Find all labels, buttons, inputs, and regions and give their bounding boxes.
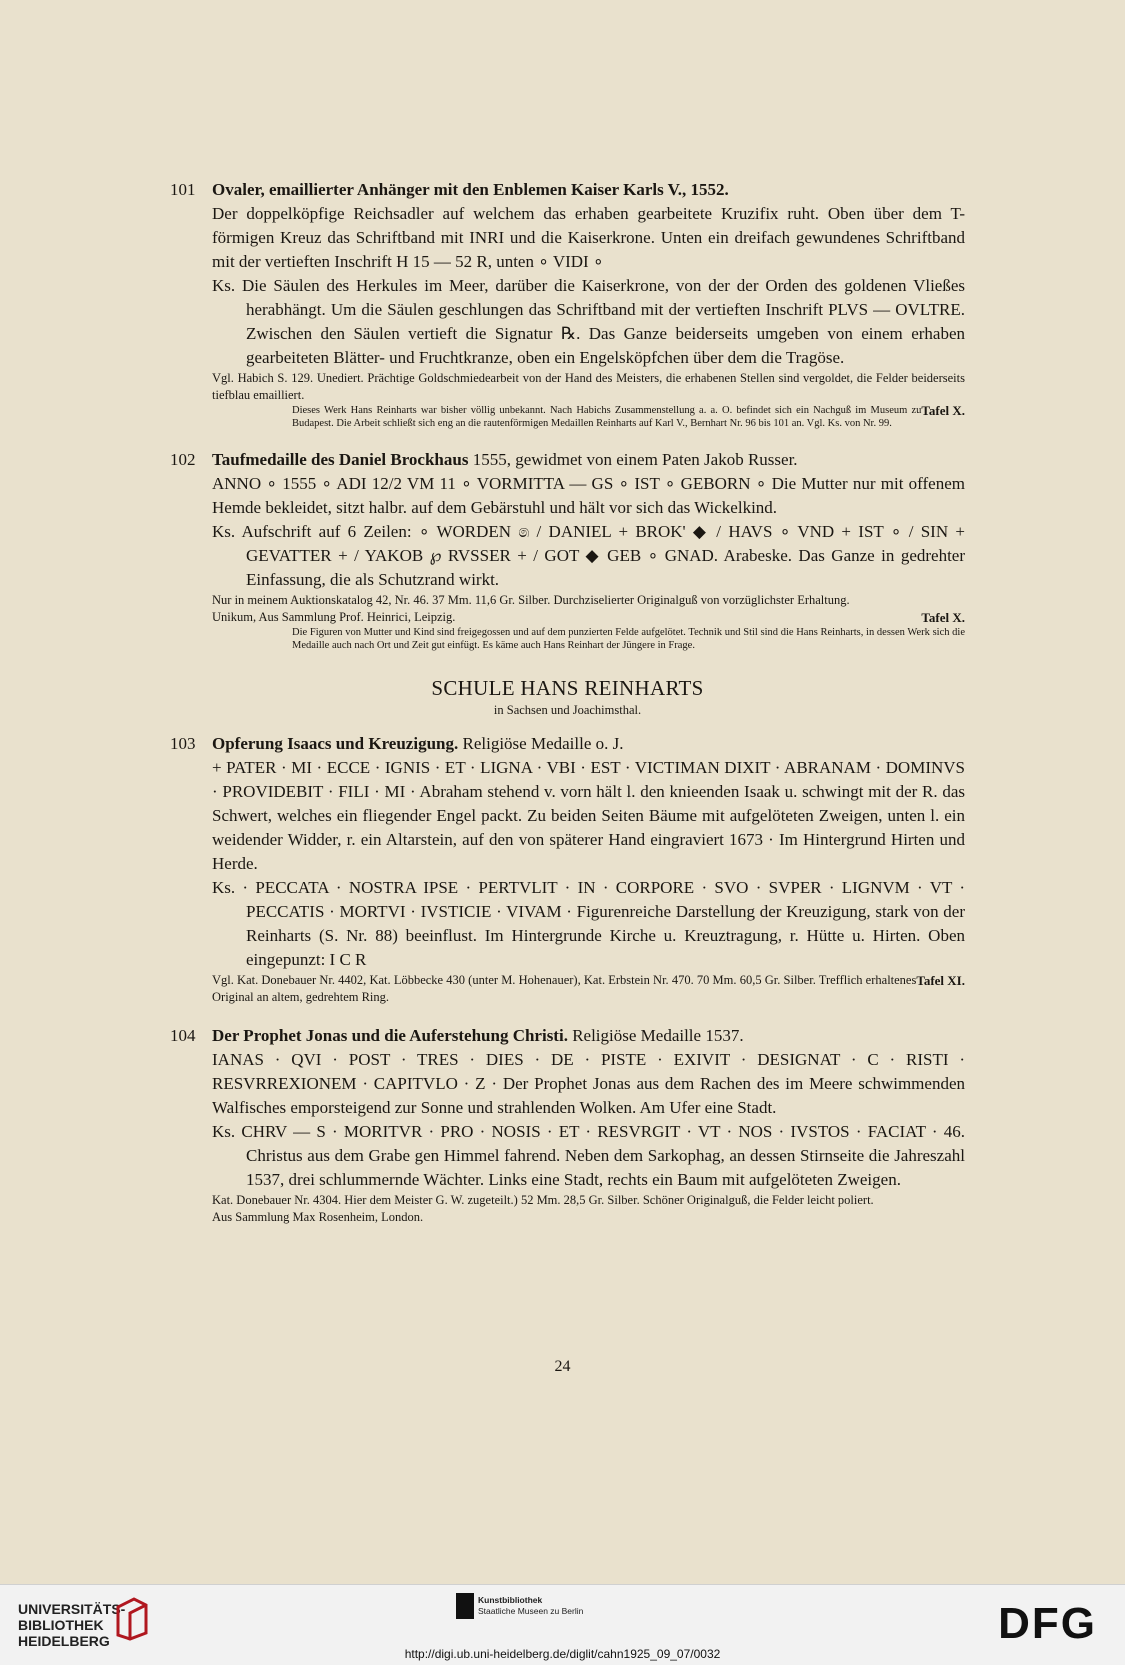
entry-note: Kat. Donebauer Nr. 4304. Hier dem Meister G. W. zugeteilt.) 52 Mm. 28,5 Gr. Silber. Schöner Originalguß, die Felder leicht poliert. — [212, 1193, 874, 1207]
page-content — [170, 178, 965, 1244]
entry-description: Der doppelköpfige Reichsadler auf welchem das erhaben gearbeitete Kruzifix ruht. Oben über dem T-förmigen Kreuz das Schriftband mit INRI und die Kaiserkrone. Unten ein dreifach gewundenes Schriftband mit der vertieften Inschrift H 15 — 52 R, unten ∘ VIDI ∘ — [212, 204, 965, 271]
entry-small-note: Die Figuren von Mutter und Kind sind freigegossen und auf dem punzierten Felde aufgelötet. Technik und Stil sind die Hans Reinharts, in dessen Werk sich die Medaille auch nach Ort und Zeit gut einfügt. Es käme auch Hans Reinhart der Jüngere in Frage. — [292, 627, 965, 651]
entry-reverse: Ks. · PECCATA · NOSTRA IPSE · PERTVLIT · IN · CORPORE · SVO · SVPER · LIGNVM · VT · PECCATIS · MORTVI · IVSTICIE · VIVAM · Figurenreiche Darstellung der Kreuzigung, stark von der Reinharts (S. Nr. 88) beeinflust. Im Hintergrunde Kirche u. Kreuztragung, r. Hütte u. Hirten. Oben eingepunzt: I C R — [212, 878, 965, 969]
entry-title: Taufmedaille des Daniel Brockhaus 1555, gewidmet von einem Paten Jakob Russer. — [212, 450, 798, 469]
entry-description: + PATER · MI · ECCE · IGNIS · ET · LIGNA · VBI · EST · VICTIMAN DIXIT · ABRANAM · DOMINVS · PROVIDEBIT · FILI · MI · Abraham stehend v. vorn hält l. den knieenden Isaak u. schwingt mit der R. das Schwert, welches ein fliegender Engel packt. Zu beiden Seiten Bäume mit aufgelöteten Zweigen, unten l. ein weidender Widder, r. ein Altarstein, auf den von späterer Hand eingraviert 1673 · Im Hintergrund Hirten und Herde. — [212, 758, 965, 873]
catalog-entry-102 — [170, 448, 965, 652]
entry-number: 104 — [170, 1026, 196, 1045]
source-url[interactable]: http://digi.ub.uni-heidelberg.de/diglit/cahn1925_09_07/0032 — [404, 1647, 721, 1661]
entry-note: Vgl. Habich S. 129. Unediert. Prächtige Goldschmiedearbeit von der Hand des Meisters, die erhabenen Stellen sind vergoldet, die Felder beiderseits tiefblau emailliert. — [212, 371, 965, 402]
entry-description: IANAS · QVI · POST · TRES · DIES · DE · PISTE · EXIVIT · DESIGNAT · C · RISTI · RESVRREXIONEM · CAPITVLO · Z · Der Prophet Jonas aus dem Rachen des im Meere schwimmenden Walfisches emporsteigend zur Sonne und strahlenden Wolken. Am Ufer eine Stadt. — [212, 1050, 965, 1117]
entry-note: Nur in meinem Auktionskatalog 42, Nr. 46. 37 Mm. 11,6 Gr. Silber. Durchziselierter Originalguß von vorzüglichster Erhaltung. — [212, 593, 850, 607]
entry-description: ANNO ∘ 1555 ∘ ADI 12/2 VM 11 ∘ VORMITTA — GS ∘ IST ∘ GEBORN ∘ Die Mutter nur mit offenem Hemde bekleidet, sitzt halbr. auf dem Gebärstuhl und hält vor sich das Wickelkind. — [212, 474, 965, 517]
section-subtitle: in Sachsen und Joachimsthal. — [493, 703, 642, 717]
plate-reference: Tafel XI. — [916, 973, 965, 988]
entry-provenance: Aus Sammlung Max Rosenheim, London. — [212, 1210, 424, 1224]
catalog-entry-101 — [170, 178, 965, 430]
entry-provenance: Tafel X. Unikum, Aus Sammlung Prof. Heinrici, Leipzig. — [212, 610, 965, 625]
entry-reverse: Ks. Aufschrift auf 6 Zeilen: ∘ WORDEN ෧ / DANIEL + BROK' ◆ / HAVS ∘ VND + IST ∘ / SIN + GEVATTER + / YAKOB ℘ RVSSER + / GOT ◆ GEB ∘ GNAD. Arabeske. Das Ganze in gedrehter Einfassung, die als Schutzrand wirkt. — [212, 522, 965, 589]
entry-reverse: Ks. Die Säulen des Herkules im Meer, darüber die Kaiserkrone, von der der Orden des goldenen Vließes herabhängt. Um die Säulen geschlungen das Schriftband mit der vertieften Inschrift PLVS — OVLTRE. Zwischen den Säulen vertieft die Signatur ℞. Das Ganze beiderseits umgeben von einem erhaben gearbeiteten Blätter- und Fruchtkranze, oben ein Engelsköpfchen über dem die Tragöse. — [212, 276, 965, 367]
kunstbibliothek-icon — [456, 1593, 474, 1619]
university-library-logo[interactable]: UNIVERSITÄTS- BIBLIOTHEK HEIDELBERG — [18, 1601, 126, 1649]
catalog-entry-104 — [170, 1024, 965, 1226]
page-number: 24 — [554, 1358, 571, 1375]
entry-number: 102 — [170, 450, 196, 469]
library-footer — [0, 1584, 1125, 1665]
dfg-logo[interactable]: DFG — [998, 1599, 1097, 1648]
kunstbibliothek-logo[interactable]: Kunstbibliothek Staatliche Museen zu Berlin — [478, 1595, 584, 1616]
entry-title: Opferung Isaacs und Kreuzigung. Religiöse Medaille o. J. — [212, 734, 624, 753]
university-emblem-icon — [112, 1595, 152, 1641]
entry-number: 103 — [170, 734, 196, 753]
entry-note: Tafel XI. Vgl. Kat. Donebauer Nr. 4402, Kat. Löbbecke 430 (unter M. Hohenauer), Kat. Erbstein Nr. 470. 70 Mm. 60,5 Gr. Silber. Trefflich erhaltenes Original an altem, gedrehtem Ring. — [212, 973, 965, 1004]
entry-title: Der Prophet Jonas und die Auferstehung Christi. Religiöse Medaille 1537. — [212, 1026, 744, 1045]
plate-reference: Tafel X. — [921, 403, 965, 418]
plate-reference: Tafel X. — [921, 610, 965, 625]
entry-reverse: Ks. CHRV — S · MORITVR · PRO · NOSIS · ET · RESVRGIT · VT · NOS · IVSTOS · FACIAT · 46. Christus aus dem Grabe gen Himmel fahrend. Neben dem Sarkophag, an dessen Stirnseite die Jahreszahl 1537, drei schlummernde Wächter. Links eine Stadt, rechts ein Baum mit aufgelöteten Zweigen. — [212, 1122, 965, 1189]
catalog-entry-103 — [170, 732, 965, 1006]
entry-number: 101 — [170, 180, 196, 199]
entry-small-note: Tafel X. Dieses Werk Hans Reinharts war bisher völlig unbekannt. Nach Habichs Zusammenstellung a. a. O. befindet sich ein Nachguß im Museum zu Budapest. Die Arbeit schließt sich eng an die rautenförmigen Medaillen Reinharts auf Karl V., Bernhart Nr. 96 bis 101 an. Vgl. Ks. von Nr. 99. — [292, 403, 965, 429]
section-heading — [170, 676, 965, 718]
section-title: SCHULE HANS REINHARTS — [431, 676, 704, 700]
entry-title: Ovaler, emaillierter Anhänger mit den Enblemen Kaiser Karls V., 1552. — [212, 180, 729, 199]
